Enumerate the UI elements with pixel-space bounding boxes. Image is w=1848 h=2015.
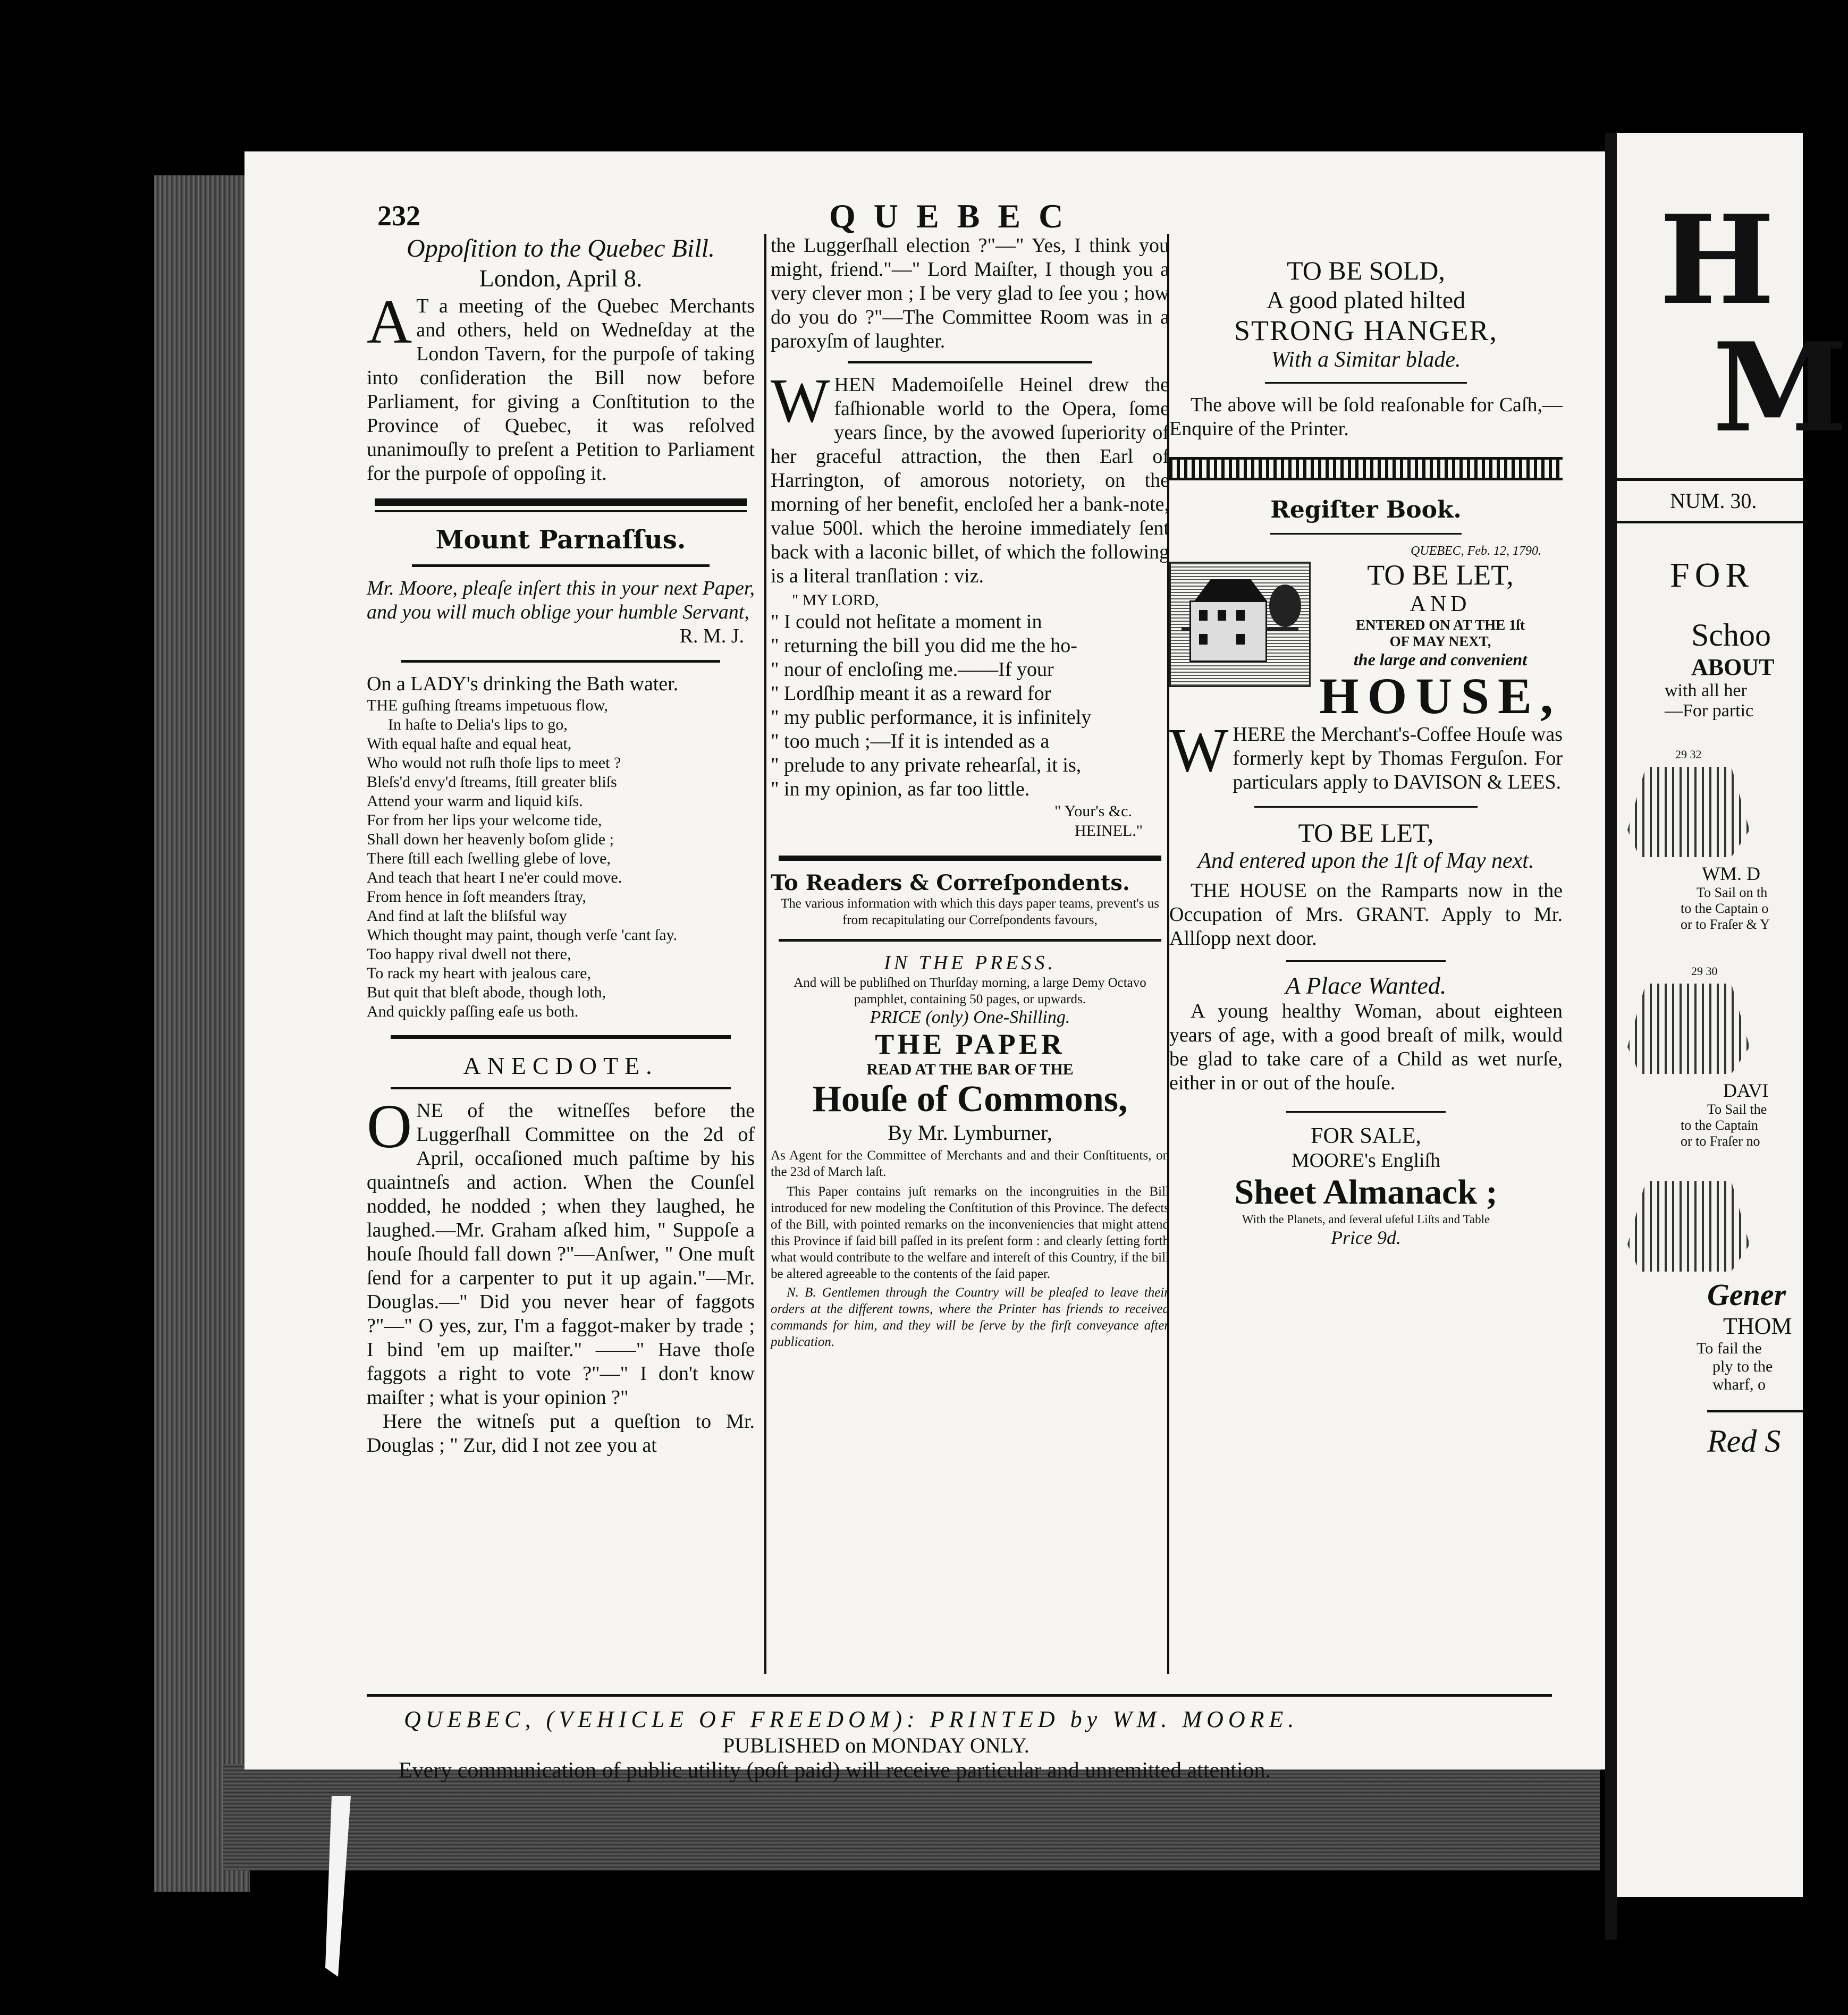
let2-subtitle: And entered upon the 1ſt of May next. [1197, 849, 1534, 873]
column-1 [367, 234, 755, 1458]
letter-line: " prelude to any private rehearſal, it is, [771, 754, 1082, 776]
drop-cap: W [1169, 715, 1229, 785]
divider [1265, 382, 1467, 384]
sold-title: TO BE SOLD, [1287, 256, 1445, 285]
parnassus-intro: Mr. Moore, pleaſe inſert this in your next Paper, and you will much oblige your humble Servant, [367, 577, 755, 623]
heinel-article [771, 366, 1169, 588]
divider [1286, 1111, 1446, 1113]
divider [779, 856, 1161, 861]
letter-line: " nour of encloſing me.——If your [771, 658, 1054, 681]
letter-salutation: " MY LORD, [792, 591, 879, 609]
readers-title: To Readers & Correſpondents. [771, 870, 1130, 895]
ship-woodcut-image [1627, 984, 1750, 1074]
poem-line: Shall down her heavenly boſom glide ; [367, 831, 614, 848]
ship-woodcut-image [1627, 767, 1750, 857]
poem-line: For from her lips your welcome tide, [367, 811, 602, 829]
adjacent-for: FOR [1670, 556, 1754, 595]
sale-price: Price 9d. [1331, 1227, 1401, 1248]
adjacent-captain: to the Captain [1681, 1117, 1758, 1133]
page-gutter [1605, 133, 1617, 1940]
paper-house: Houſe of Commons, [812, 1079, 1128, 1120]
letter-line: " I could not heſitate a moment in [771, 611, 1042, 633]
sale-with: With the Planets, and ſeveral uſeful Liſts and Table [1242, 1213, 1490, 1226]
press-title: IN THE PRESS. [884, 952, 1056, 974]
anecdote-body: NE of the witneſſes before the Luggerſhall Committee on the 2d of April, occaſioned much paſtime by his quaintneſs and action. When the Counſel nodded, he nodded ; when they laughed, he laughed.—Mr. Graham aſked him, " Suppoſe a houſe ſhould fall down ?"—Anſwer, " One muſt ſend for a carpenter to put it up again."—Mr. Douglas.—" Did you never hear of faggots ?"—" O yes, zur, I'm a faggot-maker by trade ; I bind 'em up maiſter." ——" Have thoſe faggots a right to vote ?"—" I don't know maiſter ; what is your opinion ?" [367, 1099, 755, 1409]
letter-line: " in my opinion, as far too little. [771, 778, 1030, 800]
house-woodcut-image [1169, 562, 1311, 687]
poem-line: Which thought may paint, though verſe 'cant ſay. [367, 926, 678, 944]
let2-body: THE HOUSE on the Ramparts now in the Occupation of Mrs. GRANT. Apply to Mr. Allſopp next door. [1169, 879, 1563, 950]
ornamental-rule [1169, 457, 1563, 480]
letter-line: " my public performance, it is infinitely [771, 706, 1092, 729]
divider [391, 1035, 731, 1039]
adjacent-date: 29 32 [1675, 748, 1702, 761]
adjacent-school: Schoo [1691, 617, 1771, 653]
letter-line: " Lordſhip meant it as a reward for [771, 682, 1051, 705]
poem-line: Too happy rival dwell not there, [367, 945, 571, 963]
register-title: Regiſter Book. [1270, 496, 1462, 523]
divider [779, 939, 1161, 942]
poem-line: But quit that bleſt abode, though loth, [367, 984, 606, 1001]
adjacent-sail: To Sail the [1707, 1102, 1767, 1117]
let-advert [1169, 558, 1563, 670]
divider [1270, 533, 1462, 535]
poem-line: In haſte to Delia's lips to go, [388, 716, 568, 733]
letter-line: " returning the bill you did me the ho- [771, 634, 1077, 657]
paper-by: By Mr. Lymburner, [888, 1121, 1052, 1145]
adjacent-number: NUM. 30. [1617, 478, 1803, 523]
column-rule-1 [764, 234, 766, 1674]
drop-cap: W [771, 366, 830, 435]
press-body: And will be publiſhed on Thurſday morning, a large Demy Octavo pamphlet, containing 50 pages, or upwards. [794, 976, 1146, 1006]
parnassus-signature: R. M. J. [679, 625, 744, 647]
poem-line: And quickly paſſing eaſe us both. [367, 1003, 579, 1020]
poem [367, 696, 755, 1021]
imprint-line1: QUEBEC, (VEHICLE OF FREEDOM): PRINTED by WM. MOORE. [404, 1706, 1299, 1732]
section-divider [375, 498, 747, 506]
poem-title: On a LADY's drinking the Bath water. [367, 673, 679, 695]
poem-line: And teach that heart I ne'er could move. [367, 869, 622, 886]
adjacent-tofail: To fail the [1697, 1340, 1762, 1357]
house-article [1169, 715, 1563, 794]
imprint-line2: PUBLISHED on MONDAY ONLY. [723, 1733, 1030, 1757]
drop-cap: A [367, 287, 412, 357]
adjacent-page [1617, 133, 1848, 1897]
sold-line2: STRONG HANGER, [1234, 315, 1498, 346]
drop-cap: O [367, 1091, 412, 1161]
letter-body [771, 610, 1169, 801]
adjacent-fraser: or to Fraſer no [1681, 1133, 1760, 1149]
sale-title: FOR SALE, [1311, 1124, 1421, 1148]
paper-subtitle: READ AT THE BAR OF THE [866, 1061, 1074, 1078]
footer-rule [367, 1694, 1552, 1697]
adjacent-fraser: or to Fraſer & Y [1681, 917, 1770, 932]
letter-close: " Your's &c. [1054, 802, 1132, 820]
poem-line: Attend your warm and liquid kiſs. [367, 792, 583, 810]
adjacent-sail: To Sail on th [1697, 885, 1768, 900]
paper-contains: This Paper contains juſt remarks on the incongruities in the Bill introduced for new modeling the Conſtitution of this Province. The defects of the Bill, with pointed remarks on the inconveniencies that might attend this Province if ſaid bill paſſed in its preſent form : and clearly ſetting forth what would contribute to the welfare and intereſt of this Country, if the bill be altered agreeable to the contents of the ſaid paper. [771, 1184, 1169, 1281]
let-may: OF MAY NEXT, [1389, 633, 1491, 649]
parnassus-title: Mount Parnaſſus. [435, 525, 686, 555]
divider [1254, 806, 1478, 808]
sale-almanack: Sheet Almanack ; [1234, 1173, 1498, 1212]
let-title: TO BE LET, [1367, 559, 1514, 591]
adjacent-plyto: ply to the [1712, 1358, 1773, 1375]
nota-bene: N. B. Gentlemen through the Country will be pleaſed to leave their orders at the different towns, where the Printer has friends to received commands for him, and they will be ſerve by the firſt conveyance after publication. [771, 1285, 1169, 1349]
house-body: HERE the Merchant's-Coffee Houſe was formerly kept by Thomas Ferguſon. For particulars apply to DAVISON & LEES. [1233, 723, 1563, 793]
poem-line: From hence in ſoft meanders ſtray, [367, 888, 586, 905]
letter-signature: HEINEL." [1074, 822, 1143, 840]
adjacent-red: Red S [1707, 1410, 1803, 1460]
adjacent-with-all: with all her [1665, 681, 1747, 700]
heinel-body: HEN Mademoiſelle Heinel drew the faſhionable world to the Opera, ſome years ſince, by the avowed ſuperiority of her graceful attraction, the then Earl of Harrington, of amorous notoriety, on the morning of her benefit, encloſed her a bank-note, value 500l. which the heroine immediately ſent back with a laconic billet, of which the following is a literal tranſlation : viz. [771, 374, 1169, 587]
let-and: AND [1410, 592, 1471, 616]
adjacent-about: ABOUT [1691, 654, 1775, 680]
readers-body: The various information with which this days paper teams, prevent's us from recapitulating our Correſpondents favours, [781, 896, 1159, 927]
adjacent-davi: DAVI [1723, 1080, 1769, 1101]
column-3 [1169, 255, 1563, 1249]
let-entered: ENTERED ON AT THE 1ſt [1355, 617, 1525, 633]
imprint-line3: Every communication of public utility (poſt paid) will receive particular and unremitted attention. [399, 1758, 1271, 1783]
house-title: HOUSE, [1319, 667, 1562, 724]
adjacent-date: 29 30 [1691, 964, 1718, 978]
opposition-article [367, 287, 755, 486]
paper-title: THE PAPER [875, 1028, 1065, 1060]
section-divider [375, 510, 747, 512]
book-edge-left [154, 175, 250, 1892]
sold-line3: With a Simitar blade. [1271, 348, 1461, 372]
page-number: 232 [377, 200, 420, 232]
adjacent-thom: THOM [1723, 1313, 1792, 1339]
poem-line: Bleſs'd envy'd ſtreams, ſtill greater bliſs [367, 773, 617, 791]
opposition-title: Oppoſition to the Quebec Bill. [407, 234, 715, 263]
anecdote-continuation: the Luggerſhall election ?"—" Yes, I think you might, friend."—" Lord Maiſter, I though you a very clever mon ; I be very glad to ſee you ; how do you do ?"—The Committee Room was in a paroxyſm of laughter. [771, 234, 1169, 352]
column-2 [771, 234, 1169, 1350]
poem-line: With equal haſte and equal heat, [367, 735, 572, 752]
divider [391, 1087, 731, 1089]
divider [1286, 960, 1446, 962]
poem-line: There ſtill each ſwelling glebe of love, [367, 850, 611, 867]
ship-woodcut-image [1627, 1181, 1750, 1272]
imprint-footer [399, 1706, 1547, 1783]
adjacent-wm-d: WM. D [1702, 863, 1760, 884]
anecdote-article [367, 1091, 755, 1410]
poem-line: THE guſhing ſtreams impetuous flow, [367, 697, 608, 714]
adjacent-masthead-h: H [1659, 189, 1775, 332]
anecdote-body-continued: Here the witneſs put a queſtion to Mr. Douglas ; " Zur, did I not zee you at [367, 1410, 755, 1457]
sold-line1: A good plated hilted [1266, 286, 1466, 314]
let-large: the large and convenient [1353, 650, 1528, 669]
sold-body: The above will be ſold reaſonable for Caſh,—Enquire of the Printer. [1169, 394, 1563, 440]
adjacent-wharf: wharf, o [1712, 1376, 1766, 1393]
divider [848, 361, 1092, 363]
letter-line: " too much ;—If it is intended as a [771, 730, 1050, 752]
masthead-title: QUEBEC [829, 197, 1082, 235]
adjacent-masthead-m: M [1712, 316, 1848, 460]
anecdote-title: ANECDOTE. [463, 1052, 659, 1079]
adjacent-gener: Gener [1707, 1277, 1786, 1312]
poem-line: To rack my heart with jealous care, [367, 964, 591, 982]
adjacent-captain: to the Captain o [1681, 901, 1769, 916]
poem-line: And find at laſt the bliſsful way [367, 907, 567, 925]
wanted-body: A young healthy Woman, about eighteen years of age, with a good breaſt of milk, would be glad to take care of a Child as wet nurſe, either in or out of the houſe. [1169, 1000, 1563, 1094]
sale-moore: MOORE's Engliſh [1291, 1149, 1441, 1172]
divider [401, 660, 720, 663]
divider [412, 564, 710, 567]
wanted-title: A Place Wanted. [1285, 972, 1447, 999]
register-date: QUEBEC, Feb. 12, 1790. [1411, 544, 1541, 558]
let2-title: TO BE LET, [1298, 818, 1434, 848]
poem-line: Who would not ruſh thoſe lips to meet ? [367, 754, 621, 772]
opposition-body: T a meeting of the Quebec Merchants and others, held on Wedneſday at the London Tavern, for the purpoſe of taking into conſideration the Bill now before Parliament, for giving a Conſtitution to the Province of Quebec, it was reſolved unanimouſly to preſent a Petition to Parliament for the purpoſe of oppoſing it. [367, 295, 755, 485]
adjacent-partic: —For partic [1665, 701, 1754, 721]
opposition-dateline: London, April 8. [479, 265, 643, 292]
price: PRICE (only) One-Shilling. [870, 1008, 1070, 1027]
paper-agent: As Agent for the Committee of Merchants and and their Conſtituents, on the 23d of March laſt. [771, 1148, 1169, 1179]
